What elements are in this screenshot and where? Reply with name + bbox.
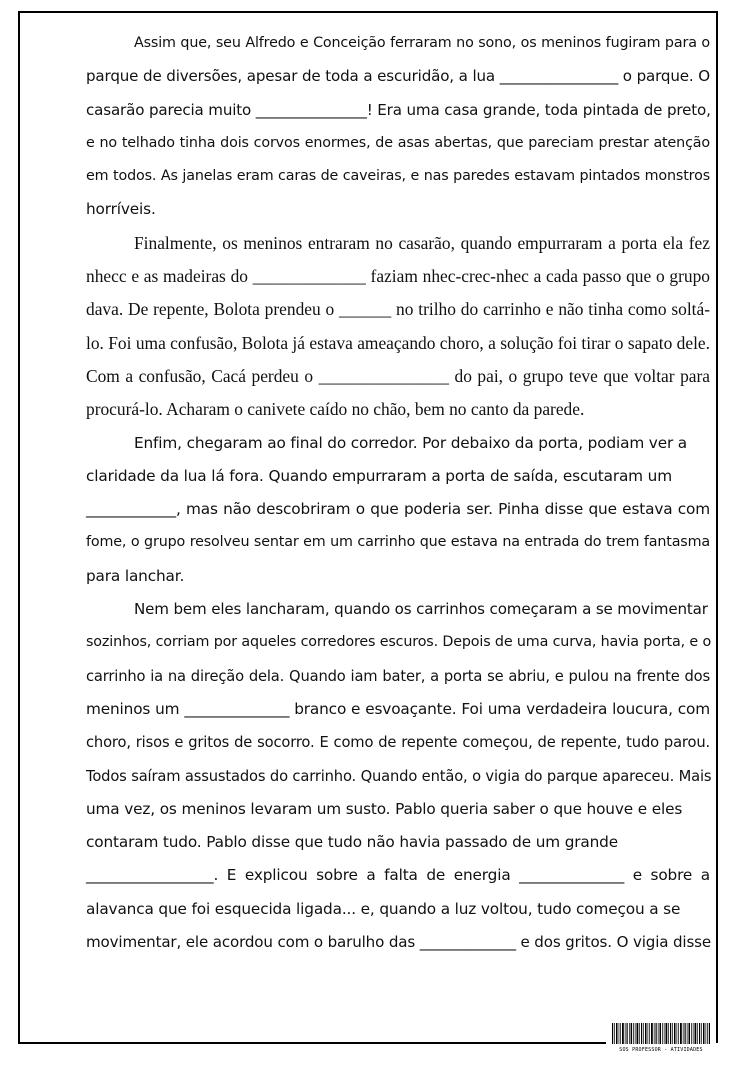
paragraph-4 <box>38 593 710 959</box>
text-line: claridade da lua lá fora. Quando empurraram a porta de saída, escutaram um <box>86 466 672 485</box>
text-line: horríveis. <box>86 200 156 219</box>
text-line: fome, o grupo resolveu sentar em um carrinho que estava na entrada do trem fantasma <box>86 534 710 551</box>
text-line: casarão parecia muito _______________! Era uma casa grande, toda pintada de preto, <box>86 100 711 119</box>
text-line: contaram tudo. Pablo disse que tudo não havia passado de um grande <box>86 833 619 852</box>
text-line: sozinhos, corriam por aqueles corredores escuros. Depois de uma curva, havia porta, e o <box>86 634 712 651</box>
barcode-icon <box>612 1023 710 1044</box>
text-line: dava. De repente, Bolota prendeu o ______ no trilho do carrinho e não tinha como soltá- <box>86 299 710 320</box>
text-line: Assim que, seu Alfredo e Conceição ferraram no sono, os meninos fugiram para o <box>134 35 710 51</box>
text-line: Com a confusão, Cacá perdeu o _______________ do pai, o grupo teve que voltar para <box>86 365 710 386</box>
text-line: uma vez, os meninos levaram um susto. Pablo queria saber o que houve e eles <box>86 799 683 818</box>
text-line: para lanchar. <box>86 566 185 585</box>
text-line: choro, risos e gritos de socorro. E como de repente começou, de repente, tudo parou. <box>86 734 710 752</box>
story-text <box>38 27 710 959</box>
text-line: Enfim, chegaram ao final do corredor. Por debaixo da porta, podiam ver a <box>134 433 688 452</box>
bottom-border-line <box>18 1042 606 1044</box>
text-line: procurá-lo. Acharam o canivete caído no chão, bem no canto da parede. <box>86 399 585 420</box>
text-line: lo. Foi uma confusão, Bolota já estava ameaçando choro, a solução foi tirar o sapato dele. <box>86 332 710 353</box>
text-line: meninos um ______________ branco e esvoaçante. Foi uma verdadeira loucura, com <box>86 699 710 718</box>
text-line: nhecc e as madeiras do _____________ faziam nhec-crec-nhec a cada passo que o grupo <box>86 266 710 287</box>
text-line: parque de diversões, apesar de toda a escuridão, a lua ________________ o parque. O <box>86 67 710 86</box>
text-line: Todos saíram assustados do carrinho. Quando então, o vigia do parque apareceu. Mais <box>86 767 712 785</box>
text-line: e no telhado tinha dois corvos enormes, de asas abertas, que pareciam prestar atenção <box>86 134 710 151</box>
barcode-caption: SOS PROFESSOR - ATIVIDADES <box>619 1047 703 1053</box>
text-line: Finalmente, os meninos entraram no casarão, quando empurraram a porta ela fez <box>134 232 710 253</box>
text-line: ____________, mas não descobriram o que poderia ser. Pinha disse que estava com <box>86 500 710 519</box>
text-line: em todos. As janelas eram caras de caveiras, e nas paredes estavam pintados monstros <box>86 168 710 185</box>
text-line: carrinho ia na direção dela. Quando iam bater, a porta se abriu, e pulou na frente dos <box>86 667 710 685</box>
text-line: movimentar, ele acordou com o barulho das _____________ e dos gritos. O vigia disse <box>86 933 712 952</box>
paragraph-2 <box>38 227 710 427</box>
paragraph-3 <box>38 427 710 593</box>
text-line: _________________. E explicou sobre a falta de energia ______________ e sobre a <box>86 866 710 885</box>
text-line: alavanca que foi esquecida ligada... e, quando a luz voltou, tudo começou a se <box>86 899 681 918</box>
paragraph-1 <box>38 27 710 227</box>
text-line: Nem bem eles lancharam, quando os carrinhos começaram a se movimentar <box>134 600 708 619</box>
